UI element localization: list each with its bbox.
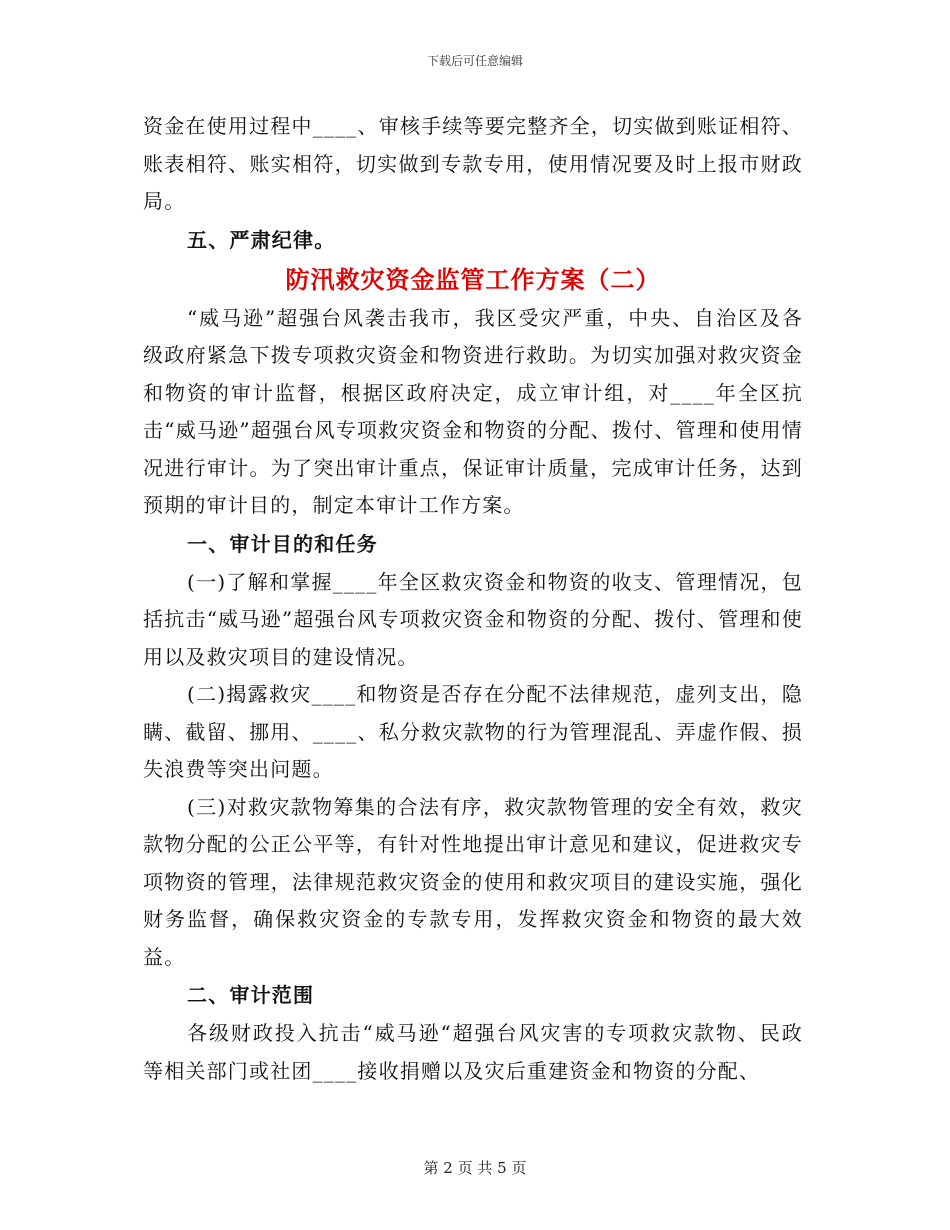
paragraph-funds-usage: 资金在使用过程中____、审核手续等要完整齐全，切实做到账证相符、账表相符、账实相符，切实做到专款专用，使用情况要及时上报市财政局。: [143, 114, 803, 213]
document-body: [143, 108, 803, 1090]
paragraph-scope: 各级财政投入抗击“威马逊“超强台风灾害的专项救灾款物、民政等相关部门或社团____接收捐赠以及灾后重建资金和物资的分配、: [143, 1021, 803, 1083]
section-heading-scope: 二、审计范围: [187, 983, 315, 1007]
document-title: 防汛救灾资金监管工作方案（二）: [285, 264, 661, 294]
page-header: 下载后可任意编辑: [426, 54, 523, 68]
page-footer: 第 2 页 共 5 页: [423, 1159, 527, 1177]
section-heading-discipline: 五、严肃纪律。: [187, 227, 336, 252]
paragraph-intro: “威马逊”超强台风袭击我市，我区受灾严重，中央、自治区及各级政府紧急下拨专项救灾资金和物资进行救助。为切实加强对救灾资金和物资的审计监督，根据区政府决定，成立审计组，对____年全区抗击“威马逊”超强台风专项救灾资金和物资的分配、拨付、管理和使用情况进行审计。为了突出审计重点，保证审计质量，完成审计任务，达到预期的审计目的，制定本审计工作方案。: [143, 305, 803, 517]
list-item-objective-2: (二)揭露救灾____和物资是否存在分配不法律规范，虚列支出，隐瞒、截留、挪用、____、私分救灾款物的行为管理混乱、弄虚作假、损失浪费等突出问题。: [143, 682, 803, 781]
list-item-objective-1: (一)了解和掌握____年全区救灾资金和物资的收支、管理情况，包括抗击“威马逊”超强台风专项救灾资金和物资的分配、拨付、管理和使用以及救灾项目的建设情况。: [143, 569, 803, 669]
list-item-objective-3: (三)对救灾款物筹集的合法有序，救灾款物管理的安全有效，救灾款物分配的公正公平等，有针对性地提出审计意见和建议，促进救灾专项物资的管理，法律规范救灾资金的使用和救灾项目的建设实施，强化财务监督，确保救灾资金的专款专用，发挥救灾资金和物资的最大效益。: [143, 794, 803, 969]
section-heading-objectives: 一、审计目的和任务: [187, 531, 378, 556]
